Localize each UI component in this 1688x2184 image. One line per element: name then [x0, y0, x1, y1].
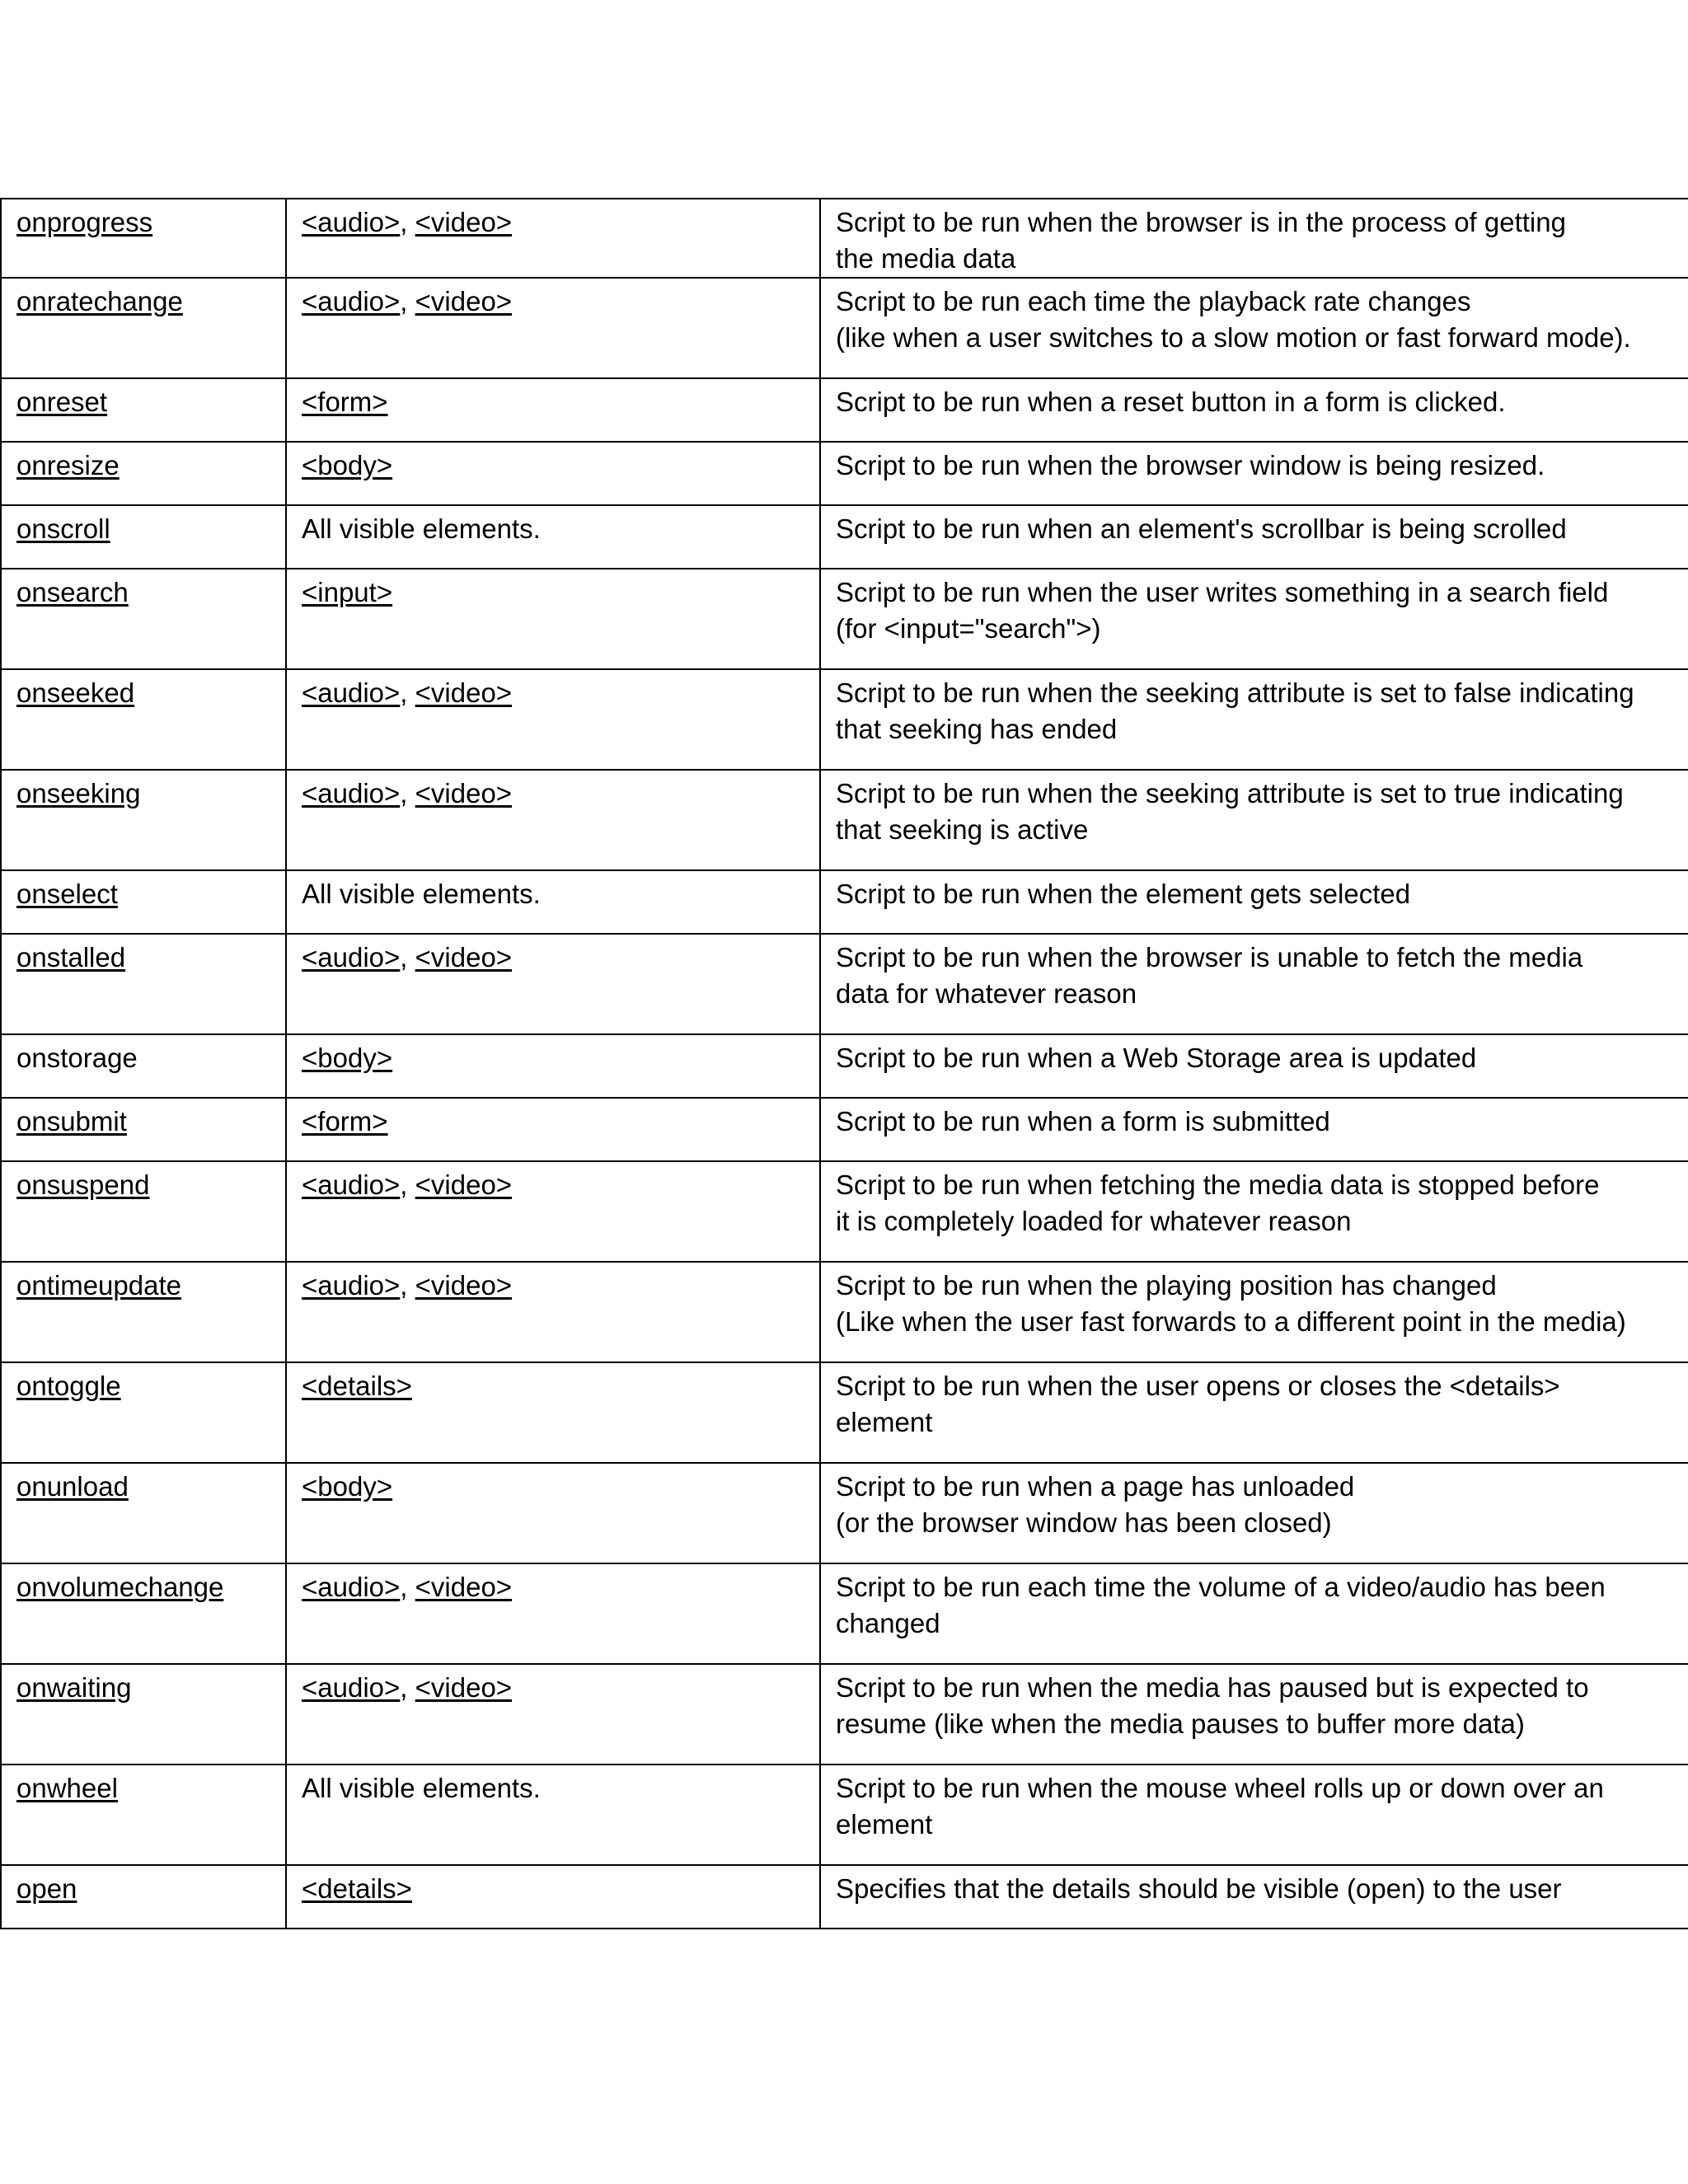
table-row [1, 770, 1688, 870]
description-cell [820, 1034, 1688, 1098]
element-link[interactable]: <audio> [302, 286, 401, 316]
description-line: Script to be run when the browser is unable to fetch the media [836, 942, 1583, 972]
element-link[interactable]: <video> [415, 1672, 513, 1703]
description-line: Script to be run when the seeking attribute is set to false indicating [836, 677, 1634, 708]
description-cell [820, 1362, 1688, 1463]
description-line: Script to be run each time the volume of a video/audio has been [836, 1572, 1606, 1602]
element-link[interactable]: <video> [415, 1169, 513, 1200]
description-line: Script to be run when a reset button in a form is clicked. [836, 387, 1506, 417]
description-line: Script to be run when an element's scrollbar is being scrolled [836, 513, 1567, 544]
attribute-cell [1, 442, 286, 505]
element-text: All visible elements. [302, 513, 541, 544]
belongs-to-cell [286, 1865, 820, 1929]
belongs-to-cell [286, 1563, 820, 1664]
element-link[interactable]: <video> [415, 942, 513, 972]
attribute-cell [1, 1463, 286, 1563]
belongs-to-cell [286, 770, 820, 870]
description-cell [820, 1463, 1688, 1563]
belongs-to-cell [286, 870, 820, 934]
description-cell [820, 569, 1688, 669]
table-row [1, 1664, 1688, 1765]
belongs-to-cell [286, 1098, 820, 1161]
belongs-to-cell [286, 1362, 820, 1463]
description-line: Script to be run when the user opens or closes the <details> [836, 1371, 1560, 1401]
attribute-link[interactable]: onreset [16, 387, 108, 417]
attribute-cell [1, 1664, 286, 1765]
belongs-to-cell [286, 199, 820, 278]
element-link[interactable]: <video> [415, 677, 513, 708]
table-row [1, 669, 1688, 770]
attribute-link[interactable]: onwheel [16, 1773, 118, 1803]
element-link[interactable]: <details> [302, 1873, 412, 1904]
attribute-link[interactable]: ontimeupdate [16, 1270, 181, 1301]
description-line: Script to be run when the element gets selected [836, 879, 1411, 909]
element-link[interactable]: <body> [302, 1471, 393, 1502]
description-line: Script to be run when the mouse wheel rolls up or down over an [836, 1773, 1604, 1803]
attribute-link[interactable]: ontoggle [16, 1371, 121, 1401]
attribute-link[interactable]: onstalled [16, 942, 126, 972]
element-link[interactable]: <form> [302, 387, 388, 417]
description-cell [820, 1098, 1688, 1161]
attribute-cell [1, 1362, 286, 1463]
element-link[interactable]: <video> [415, 778, 513, 808]
attribute-link[interactable]: onwaiting [16, 1672, 132, 1703]
event-attributes-table [0, 198, 1688, 1929]
description-cell [820, 1563, 1688, 1664]
description-cell [820, 505, 1688, 569]
table-row [1, 1362, 1688, 1463]
description-line: Script to be run when a page has unloaded [836, 1471, 1355, 1502]
attribute-cell [1, 199, 286, 278]
belongs-to-cell [286, 1161, 820, 1262]
belongs-to-cell [286, 278, 820, 378]
belongs-to-cell [286, 505, 820, 569]
description-line: (for <input="search">) [836, 613, 1101, 644]
attribute-cell [1, 278, 286, 378]
description-line: (Like when the user fast forwards to a different point in the media) [836, 1306, 1626, 1337]
attribute-cell [1, 505, 286, 569]
table-row [1, 1765, 1688, 1865]
separator: , [400, 1572, 415, 1602]
attribute-cell [1, 1034, 286, 1098]
description-line: changed [836, 1608, 940, 1638]
element-link[interactable]: <body> [302, 450, 393, 480]
description-line: Script to be run when the playing position has changed [836, 1270, 1497, 1301]
description-line: that seeking is active [836, 814, 1089, 845]
description-line: element [836, 1407, 933, 1437]
element-link[interactable]: <video> [415, 286, 513, 316]
table-row [1, 1262, 1688, 1362]
attribute-cell [1, 378, 286, 442]
description-cell [820, 1161, 1688, 1262]
element-link[interactable]: <audio> [302, 942, 401, 972]
separator: , [400, 942, 415, 972]
description-cell [820, 1765, 1688, 1865]
element-text: All visible elements. [302, 1773, 541, 1803]
belongs-to-cell [286, 1463, 820, 1563]
element-link[interactable]: <audio> [302, 1572, 401, 1602]
element-link[interactable]: <details> [302, 1371, 412, 1401]
belongs-to-cell [286, 669, 820, 770]
description-cell [820, 1262, 1688, 1362]
element-text: All visible elements. [302, 879, 541, 909]
attribute-cell [1, 1098, 286, 1161]
element-link[interactable]: <audio> [302, 1270, 401, 1301]
attribute-cell [1, 770, 286, 870]
description-line: (or the browser window has been closed) [836, 1507, 1332, 1538]
table-row [1, 505, 1688, 569]
description-cell [820, 1865, 1688, 1929]
element-link[interactable]: <video> [415, 1270, 513, 1301]
element-link[interactable]: <body> [302, 1043, 393, 1073]
separator: , [400, 207, 415, 237]
belongs-to-cell [286, 1034, 820, 1098]
element-link[interactable]: <audio> [302, 1169, 401, 1200]
attribute-name: onstorage [16, 1043, 138, 1073]
description-line: Script to be run when fetching the media data is stopped before [836, 1169, 1600, 1200]
attribute-link[interactable]: onseeked [16, 677, 135, 708]
attribute-cell [1, 934, 286, 1034]
separator: , [400, 1672, 415, 1703]
attribute-cell [1, 1865, 286, 1929]
attribute-cell [1, 1161, 286, 1262]
description-line: data for whatever reason [836, 978, 1137, 1009]
belongs-to-cell [286, 569, 820, 669]
element-link[interactable]: <audio> [302, 1672, 401, 1703]
description-line: Script to be run when the browser is in the process of getting [836, 207, 1566, 237]
description-cell [820, 1664, 1688, 1765]
table-row [1, 1865, 1688, 1929]
table-row [1, 378, 1688, 442]
description-cell [820, 934, 1688, 1034]
attribute-link[interactable]: onprogress [16, 207, 153, 237]
description-line: Script to be run when the browser window is being resized. [836, 450, 1545, 480]
attribute-link[interactable]: open [16, 1873, 77, 1904]
description-line: Script to be run when a Web Storage area is updated [836, 1043, 1477, 1073]
description-cell [820, 278, 1688, 378]
attribute-link[interactable]: onsearch [16, 577, 129, 607]
attribute-cell [1, 569, 286, 669]
table-row [1, 934, 1688, 1034]
belongs-to-cell [286, 378, 820, 442]
description-line: the media data [836, 243, 1016, 274]
description-cell [820, 870, 1688, 934]
element-link[interactable]: <audio> [302, 778, 401, 808]
attribute-cell [1, 1765, 286, 1865]
table-row [1, 1034, 1688, 1098]
attribute-link[interactable]: onsuspend [16, 1169, 150, 1200]
separator: , [400, 778, 415, 808]
description-line: Script to be run when the seeking attribute is set to true indicating [836, 778, 1624, 808]
table-row [1, 870, 1688, 934]
element-link[interactable]: <video> [415, 207, 513, 237]
description-line: Specifies that the details should be visible (open) to the user [836, 1873, 1562, 1904]
table-row [1, 442, 1688, 505]
separator: , [400, 677, 415, 708]
element-link[interactable]: <video> [415, 1572, 513, 1602]
description-line: element [836, 1809, 933, 1840]
table-row [1, 278, 1688, 378]
attribute-cell [1, 1563, 286, 1664]
table-row [1, 1563, 1688, 1664]
description-line: it is completely loaded for whatever reason [836, 1206, 1352, 1236]
attribute-cell [1, 870, 286, 934]
description-cell [820, 669, 1688, 770]
attribute-link[interactable]: onseeking [16, 778, 141, 808]
element-link[interactable]: <audio> [302, 207, 401, 237]
description-cell [820, 199, 1688, 278]
attribute-link[interactable]: onratechange [16, 286, 183, 316]
attribute-link[interactable]: onselect [16, 879, 118, 909]
description-line: Script to be run when the media has paused but is expected to [836, 1672, 1589, 1703]
attribute-link[interactable]: onsubmit [16, 1106, 127, 1137]
description-line: resume (like when the media pauses to buffer more data) [836, 1708, 1525, 1739]
attribute-link[interactable]: onresize [16, 450, 120, 480]
description-line: that seeking has ended [836, 714, 1118, 744]
description-cell [820, 770, 1688, 870]
belongs-to-cell [286, 1262, 820, 1362]
belongs-to-cell [286, 442, 820, 505]
table-row [1, 1098, 1688, 1161]
element-link[interactable]: <form> [302, 1106, 388, 1137]
attribute-link[interactable]: onunload [16, 1471, 129, 1502]
belongs-to-cell [286, 1765, 820, 1865]
description-line: Script to be run each time the playback rate changes [836, 286, 1471, 316]
description-line: Script to be run when the user writes something in a search field [836, 577, 1609, 607]
belongs-to-cell [286, 1664, 820, 1765]
description-line: (like when a user switches to a slow motion or fast forward mode). [836, 322, 1631, 353]
element-link[interactable]: <input> [302, 577, 393, 607]
attribute-link[interactable]: onscroll [16, 513, 110, 544]
attribute-cell [1, 1262, 286, 1362]
belongs-to-cell [286, 934, 820, 1034]
separator: , [400, 1169, 415, 1200]
description-cell [820, 442, 1688, 505]
table-row [1, 199, 1688, 278]
description-cell [820, 378, 1688, 442]
separator: , [400, 286, 415, 316]
element-link[interactable]: <audio> [302, 677, 401, 708]
description-line: Script to be run when a form is submitted [836, 1106, 1330, 1137]
table-row [1, 1463, 1688, 1563]
table-body [1, 199, 1688, 1929]
separator: , [400, 1270, 415, 1301]
attribute-link[interactable]: onvolumechange [16, 1572, 224, 1602]
attribute-cell [1, 669, 286, 770]
table-row [1, 569, 1688, 669]
table-row [1, 1161, 1688, 1262]
